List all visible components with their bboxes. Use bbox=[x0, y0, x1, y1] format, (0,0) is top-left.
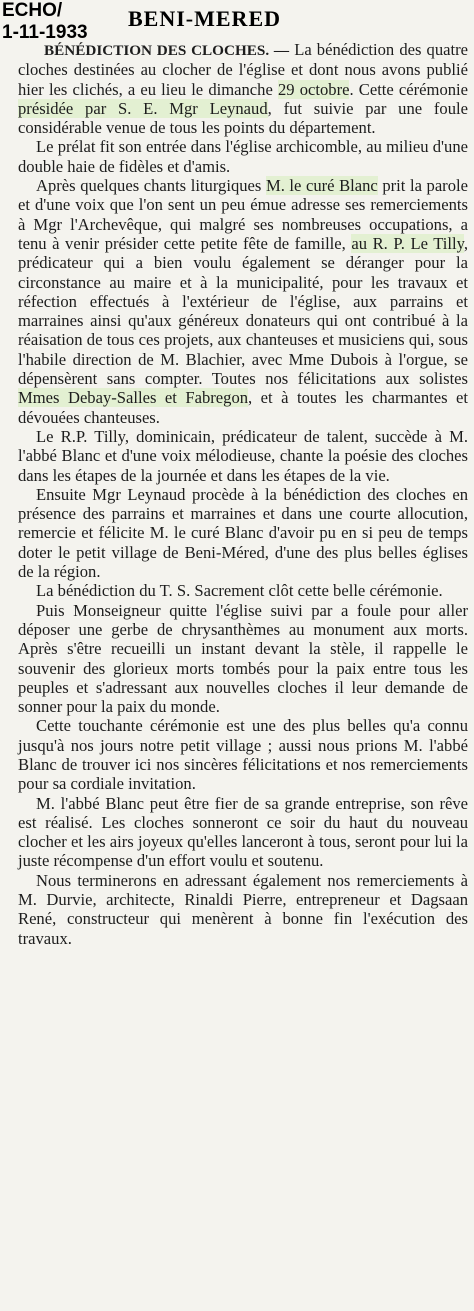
paragraph-8: Cette touchante cérémonie est une des plus belles qu'a connu jusqu'à nos jours notre petit village ; aussi nous prions M. l'abbé Blanc de trouver ici nos sincères félicitations et nos remerciements pour sa cordiale invitation. bbox=[18, 716, 468, 794]
highlight-date: 29 octobre bbox=[277, 79, 350, 99]
highlight-cure: M. le curé Blanc bbox=[265, 176, 378, 196]
paragraph-1 bbox=[18, 40, 468, 137]
p1-text-b: . Cette cérémonie bbox=[349, 79, 469, 99]
lead-heading: BÉNÉDICTION DES CLOCHES. — bbox=[44, 42, 290, 59]
article-title: BENI-MERED bbox=[128, 6, 282, 31]
source-name: ECHO/ bbox=[2, 0, 63, 21]
p1-text-a: La bénédiction des quatre cloches destinées au clocher de l'église et dont nous avons publié hier les clichés, a eu lieu le dimanche bbox=[18, 40, 469, 99]
paragraph-3 bbox=[18, 176, 468, 427]
paragraph-6: La bénédiction du T. S. Sacrement clôt cette belle cérémonie. bbox=[36, 581, 443, 601]
highlight-tilly: au R. P. Le Tilly bbox=[351, 233, 464, 253]
highlight-soloists: Mmes Debay-Salles et Fabregon bbox=[18, 388, 249, 408]
p3-text-b: prit la parole et d'une voix que l'on sent un peu émue adresse ses remerciements à Mgr l'Archevêque, qui malgré ses nombreuses occupations, a tenu à venir présider cette petite fête de famille, bbox=[18, 176, 468, 253]
paragraph-9: M. l'abbé Blanc peut être fier de sa grande entreprise, son rêve est réalisé. Les cloches sonneront ce soir du haut du nouveau clocher et les airs joyeux qu'elles lanceront à tous, seront pour lui la juste récompense d'un effort voulu et soutenu. bbox=[18, 793, 468, 871]
p3-text-a: Après quelques chants liturgiques bbox=[36, 176, 266, 196]
paragraph-7: Puis Monseigneur quitte l'église suivi par a foule pour aller déposer une gerbe de chrysanthèmes au monument aux morts. Après s'être recueilli un instant devant la stèle, il rappelle le souvenir des glorieux morts tombés pour la paix entre tous les peuples et s'adressant aux nouvelles cloches il leur demande de sonner pour la paix du monde. bbox=[18, 600, 468, 717]
paragraph-10: Nous terminerons en adressant également nos remerciements à M. Durvie, architecte, Rinaldi Pierre, entrepreneur et Dagsaan René, constructeur qui menèrent à bonne fin l'exécution des travaux. bbox=[18, 870, 468, 948]
paragraph-2: Le prélat fit son entrée dans l'église archicomble, au milieu d'une double haie de fidèles et d'amis. bbox=[18, 137, 468, 176]
p3-text-c: , prédicateur qui a bien voulu également se déranger pour la circonstance au maire et à la municipalité, pour les travaux et réfection effectués à l'extérieur de l'église, aux parrains et marraines ainsi qu'aux généreux donateurs qui ont contribué à la réaisation de tous ces projets, aux chanteuses et musiciens qui, sous l'habile direction de M. Blachier, avec Mme Dubois à l'orgue, se dépensèrent sans compter. Toutes nos félicitations aux solistes bbox=[18, 233, 468, 389]
source-tag bbox=[2, 0, 88, 44]
paragraph-5: Ensuite Mgr Leynaud procède à la bénédiction des cloches en présence des parrains et marraines et dans une courte allocution, remercie et félicite M. le curé Blanc d'avoir pu en si peu de temps doter le petit village de Beni-Méred, d'une des plus belles églises de la région. bbox=[18, 484, 468, 582]
paragraph-4: Le R.P. Tilly, dominicain, prédicateur de talent, succède à M. l'abbé Blanc et d'une voix mélodieuse, chante la poésie des cloches dans les étapes de la journée et dans les étapes de la vie. bbox=[18, 426, 468, 485]
p3-text-d: , et à toutes les charmantes et dévouées chanteuses. bbox=[18, 388, 468, 427]
p1-text-c: , fut suivie par une foule considérable venue de tous les points du département. bbox=[18, 98, 468, 138]
article-body bbox=[18, 40, 468, 948]
source-date: 1-11-1933 bbox=[2, 22, 88, 43]
highlight-presided: présidée par S. E. Mgr Leynaud bbox=[18, 98, 268, 118]
